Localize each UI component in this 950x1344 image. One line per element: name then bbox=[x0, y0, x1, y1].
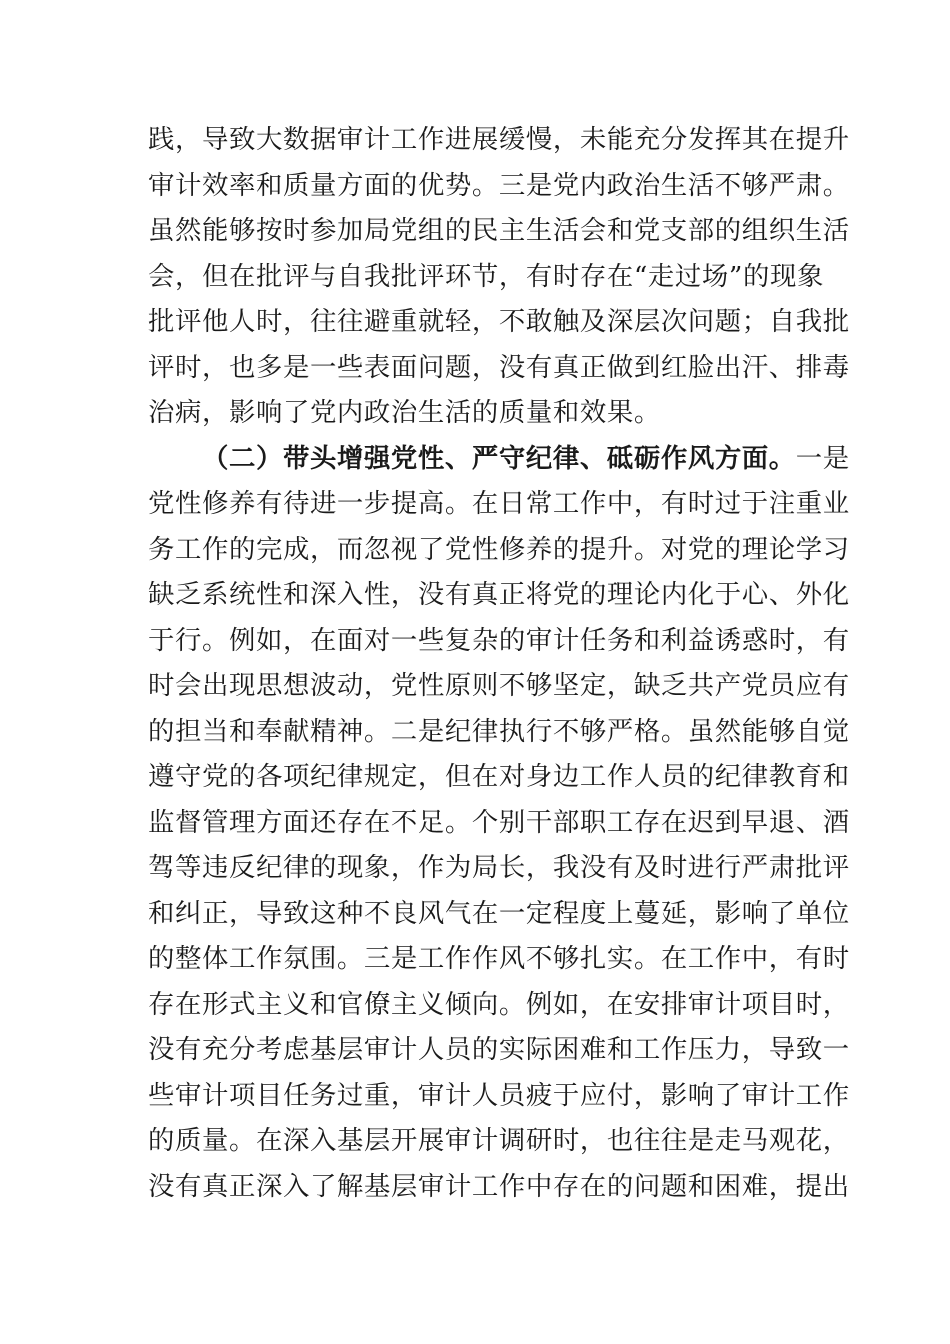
text-line: 审计效率和质量方面的优势。三是党内政治生活不够严肃。 bbox=[148, 169, 850, 201]
text-line: 践，导致大数据审计工作进展缓慢，未能充分发挥其在提升 bbox=[148, 124, 850, 155]
text-line: 时会出现思想波动，党性原则不够坚定，缺乏共产党员应有 bbox=[148, 670, 850, 701]
text-line: 和纠正，导致这种不良风气在一定程度上蔓延，影响了单位 bbox=[148, 897, 850, 929]
text-line: 批评他人时，往往避重就轻，不敢触及深层次问题；自我批 bbox=[148, 306, 850, 337]
text-line: 存在形式主义和官僚主义倾向。例如，在安排审计项目时， bbox=[148, 988, 850, 1020]
text-line: 会，但在批评与自我批评环节，有时存在“走过场”的现象 bbox=[148, 260, 824, 292]
text-line: 的整体工作氛围。三是工作作风不够扎实。在工作中，有时 bbox=[148, 943, 850, 974]
text-line: 些审计项目任务过重，审计人员疲于应付，影响了审计工作 bbox=[148, 1079, 850, 1111]
text-line: 遵守党的各项纪律规定，但在对身边工作人员的纪律教育和 bbox=[148, 761, 850, 792]
text-line: 监督管理方面还存在不足。个别干部职工存在迟到早退、酒 bbox=[148, 806, 850, 838]
text-line: 的质量。在深入基层开展审计调研时，也往往是走马观花， bbox=[148, 1125, 850, 1156]
text-line: 评时，也多是一些表面问题，没有真正做到红脸出汗、排毒 bbox=[148, 351, 850, 383]
text-line: 虽然能够按时参加局党组的民主生活会和党支部的组织生活 bbox=[148, 215, 850, 246]
text-line: 治病，影响了党内政治生活的质量和效果。 bbox=[148, 397, 661, 428]
text-line: 党性修养有待进一步提高。在日常工作中，有时过于注重业 bbox=[148, 488, 850, 519]
section-heading-rest: 一是 bbox=[795, 442, 850, 474]
text-line: 没有充分考虑基层审计人员的实际困难和工作压力，导致一 bbox=[148, 1034, 850, 1065]
text-line: 于行。例如，在面对一些复杂的审计任务和利益诱惑时，有 bbox=[148, 624, 850, 656]
document-body bbox=[148, 117, 850, 1209]
text-line: 没有真正深入了解基层审计工作中存在的问题和困难，提出 bbox=[148, 1170, 850, 1202]
text-line: 的担当和奉献精神。二是纪律执行不够严格。虽然能够自觉 bbox=[148, 715, 850, 747]
text-line: 务工作的完成，而忽视了党性修养的提升。对党的理论学习 bbox=[148, 533, 850, 565]
text-line: 驾等违反纪律的现象，作为局长，我没有及时进行严肃批评 bbox=[148, 852, 850, 883]
section-heading-line bbox=[148, 436, 850, 482]
text-line: 缺乏系统性和深入性，没有真正将党的理论内化于心、外化 bbox=[148, 579, 850, 610]
section-heading: （二）带头增强党性、严守纪律、砥砺作风方面。 bbox=[202, 442, 796, 474]
